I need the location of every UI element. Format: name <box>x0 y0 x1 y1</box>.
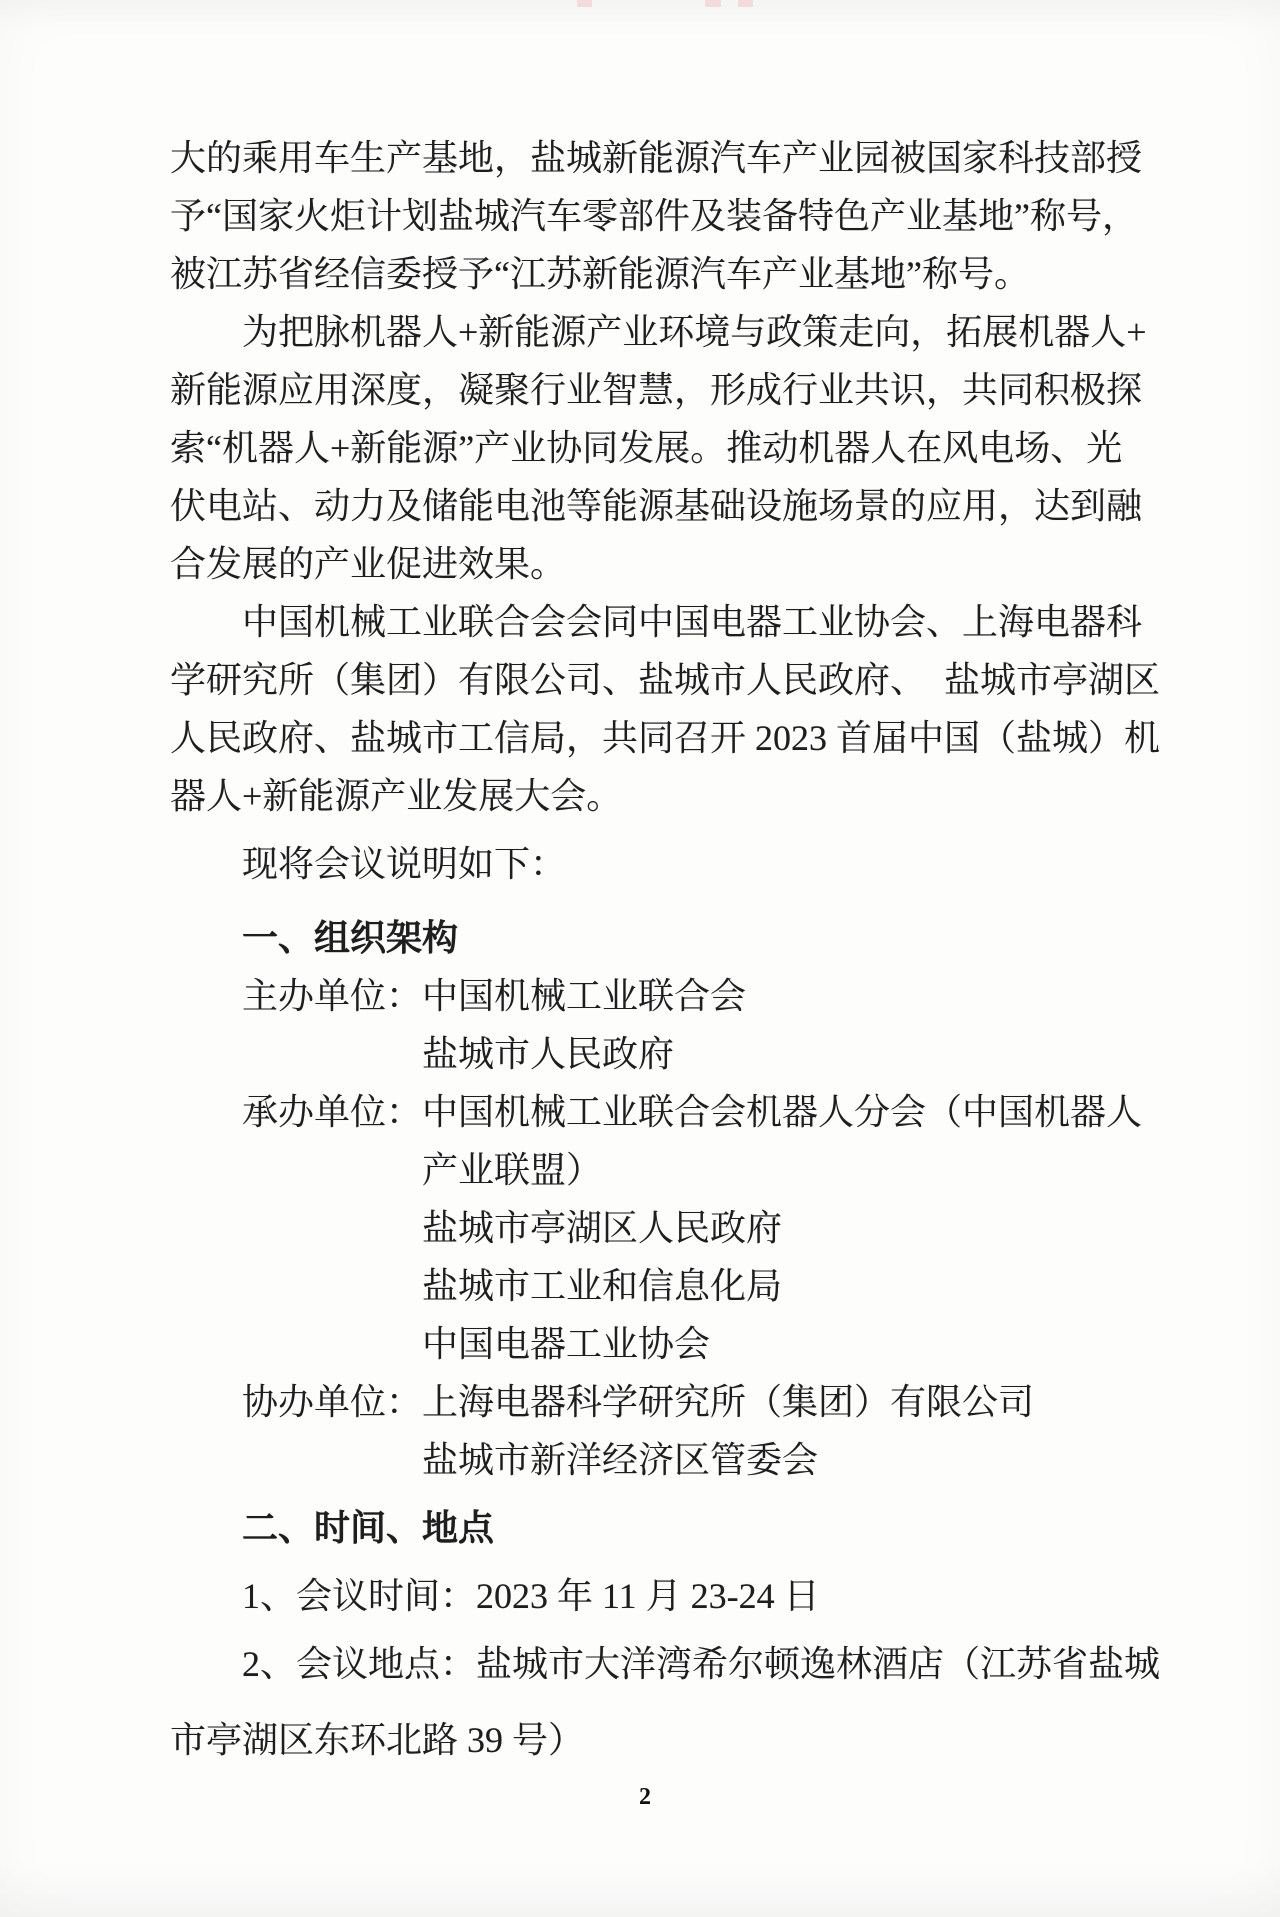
doc-line: 市亭湖区东环北路 39 号） <box>170 1720 585 1760</box>
letterhead-remnant-mark <box>738 0 753 7</box>
doc-line: 被江苏省经信委授予“江苏新能源汽车产业基地”称号。 <box>170 254 1030 294</box>
doc-line: 合发展的产业促进效果。 <box>170 544 567 584</box>
letterhead-remnant-mark <box>705 0 721 7</box>
doc-line: 中国机械工业联合会会同中国电器工业协会、上海电器科 <box>242 602 1143 642</box>
doc-line: 盐城市新洋经济区管委会 <box>422 1440 819 1480</box>
section-heading: 二、时间、地点 <box>242 1508 495 1548</box>
doc-line: 承办单位：中国机械工业联合会机器人分会（中国机器人 <box>242 1092 1143 1132</box>
doc-line: 1、会议时间：2023 年 11 月 23-24 日 <box>242 1576 820 1616</box>
doc-line: 新能源应用深度，凝聚行业智慧，形成行业共识，共同积极探 <box>170 370 1143 410</box>
doc-line: 器人+新能源产业发展大会。 <box>170 776 623 816</box>
doc-line: 大的乘用车生产基地，盐城新能源汽车产业园被国家科技部授 <box>170 138 1143 178</box>
doc-line: 现将会议说明如下： <box>242 844 567 884</box>
doc-line: 盐城市工业和信息化局 <box>422 1266 783 1306</box>
doc-line: 盐城市亭湖区人民政府 <box>422 1208 783 1248</box>
doc-line: 主办单位：中国机械工业联合会 <box>242 976 747 1016</box>
doc-line: 学研究所（集团）有限公司、盐城市人民政府、 盐城市亭湖区 <box>170 660 1161 700</box>
doc-line: 协办单位：上海电器科学研究所（集团）有限公司 <box>242 1382 1035 1422</box>
doc-line: 人民政府、盐城市工信局，共同召开 2023 首届中国（盐城）机 <box>170 718 1161 758</box>
doc-line: 予“国家火炬计划盐城汽车零部件及装备特色产业基地”称号， <box>170 196 1138 236</box>
doc-line: 中国电器工业协会 <box>422 1324 711 1364</box>
doc-line: 为把脉机器人+新能源产业环境与政策走向，拓展机器人+ <box>242 312 1147 352</box>
doc-line: 索“机器人+新能源”产业协同发展。推动机器人在风电场、光 <box>170 428 1123 468</box>
doc-line: 伏电站、动力及储能电池等能源基础设施场景的应用，达到融 <box>170 486 1143 526</box>
doc-line: 盐城市人民政府 <box>422 1034 675 1074</box>
letterhead-remnant-mark <box>577 0 592 7</box>
doc-line: 产业联盟） <box>422 1150 603 1190</box>
doc-line: 2、会议地点：盐城市大洋湾希尔顿逸林酒店（江苏省盐城 <box>242 1644 1161 1684</box>
section-heading: 一、组织架构 <box>242 918 459 958</box>
page-number: 2 <box>639 1784 651 1810</box>
